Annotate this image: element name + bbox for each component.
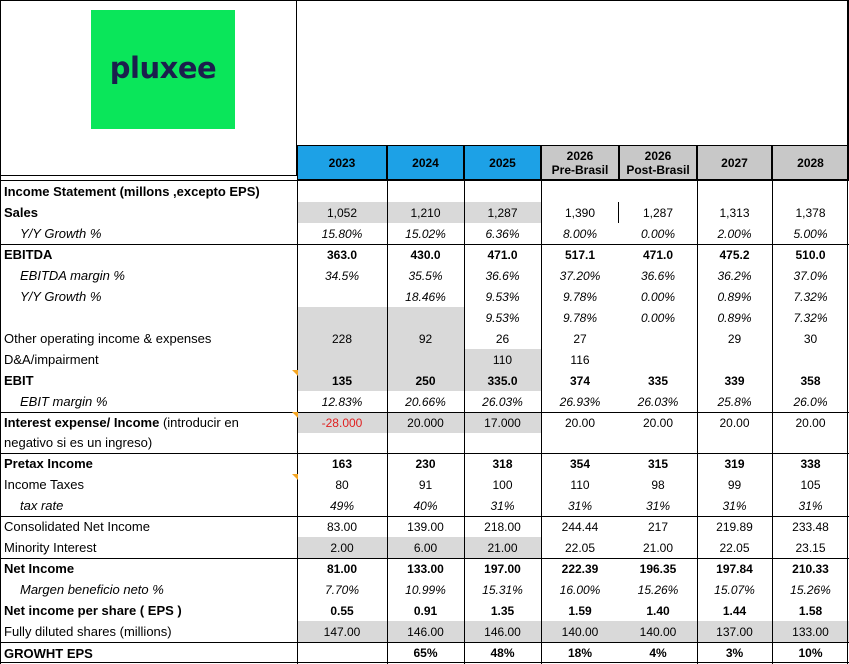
table-row <box>0 265 849 286</box>
table-cell[interactable]: 40% <box>413 498 438 513</box>
table-cell[interactable]: 338 <box>800 456 821 471</box>
row-label[interactable] <box>4 412 239 453</box>
table-cell[interactable]: 100 <box>492 477 513 492</box>
table-cell[interactable]: 218.00 <box>484 519 521 534</box>
table-cell[interactable]: 20.66% <box>405 394 446 409</box>
grid-line <box>0 244 849 245</box>
table-cell[interactable]: 140.00 <box>619 621 697 642</box>
table-cell[interactable]: 233.48 <box>792 519 829 534</box>
table-cell[interactable]: 5.00% <box>793 226 828 241</box>
table-cell[interactable]: 228 <box>297 328 387 349</box>
table-cell[interactable]: 116 <box>570 352 590 367</box>
table-cell[interactable]: 31% <box>567 498 593 513</box>
row-label[interactable]: Minority Interest <box>4 540 97 555</box>
grid-line <box>697 176 698 664</box>
table-cell[interactable]: 1,378 <box>795 205 826 220</box>
table-cell[interactable]: 163 <box>331 456 353 471</box>
table-cell[interactable]: 146.00 <box>387 621 464 642</box>
table-cell[interactable]: 2.00 <box>297 537 387 558</box>
table-cell[interactable]: 0.55 <box>330 603 354 618</box>
table-cell[interactable]: 335.0 <box>464 370 541 391</box>
table-cell[interactable]: 37.20% <box>559 268 601 283</box>
table-cell[interactable]: 20.00 <box>564 415 596 430</box>
table-cell[interactable]: 0.00% <box>640 226 676 241</box>
table-cell[interactable] <box>387 349 464 370</box>
table-cell[interactable]: 1.59 <box>568 603 592 618</box>
table-cell[interactable]: 31% <box>645 498 671 513</box>
table-cell[interactable]: 31% <box>490 498 515 513</box>
table-row <box>0 349 849 370</box>
table-row <box>0 180 849 202</box>
table-cell[interactable]: 15.07% <box>714 582 755 597</box>
column-header-2026-pre-brasil[interactable] <box>541 145 619 180</box>
grid-line <box>464 176 465 664</box>
empty-header-cell[interactable] <box>297 0 849 145</box>
grid-line <box>541 176 542 664</box>
row-label[interactable]: Other operating income & expenses <box>4 331 212 346</box>
table-row <box>0 223 849 244</box>
table-cell[interactable]: 318 <box>492 456 513 471</box>
grid-line <box>0 453 849 454</box>
table-cell[interactable]: 9.53% <box>485 310 520 325</box>
table-cell[interactable]: 133.00 <box>772 621 849 642</box>
table-cell[interactable]: 339 <box>724 373 745 388</box>
grid-line <box>0 180 849 181</box>
row-label[interactable]: Fully diluted shares (millions) <box>4 624 172 639</box>
table-cell[interactable]: 217 <box>647 519 669 534</box>
table-cell[interactable]: 81.00 <box>326 561 358 576</box>
table-row <box>0 202 849 223</box>
table-cell[interactable]: 10.99% <box>405 582 446 597</box>
table-cell[interactable]: 26.03% <box>482 394 523 409</box>
column-header-2027[interactable] <box>697 145 772 180</box>
table-cell[interactable]: 36.6% <box>485 268 520 283</box>
table-cell[interactable] <box>297 307 387 328</box>
table-cell[interactable]: 49% <box>329 498 355 513</box>
table-cell[interactable]: 91 <box>418 477 433 492</box>
table-cell[interactable]: 137.00 <box>697 621 772 642</box>
table-cell[interactable]: 26.0% <box>793 394 828 409</box>
header-year: 2026 <box>644 148 672 163</box>
table-cell[interactable]: 475.2 <box>719 247 750 262</box>
table-cell[interactable]: 363.0 <box>326 247 358 262</box>
column-header-2023[interactable] <box>297 145 387 180</box>
comment-indicator-icon[interactable] <box>292 412 298 418</box>
table-row <box>0 516 849 537</box>
header-subtitle: Post-Brasil <box>626 162 690 177</box>
table-cell[interactable]: 133.00 <box>407 561 444 576</box>
logo-text: pluxee <box>109 51 217 85</box>
column-header-2028[interactable] <box>772 145 849 180</box>
table-row <box>0 600 849 621</box>
table-cell[interactable]: 20.000 <box>387 412 464 433</box>
table-cell[interactable]: 1,313 <box>719 205 750 220</box>
table-cell[interactable]: 0.89% <box>717 310 752 325</box>
table-cell[interactable]: 9.53% <box>485 289 520 304</box>
table-cell[interactable]: 8.00% <box>562 226 598 241</box>
table-cell[interactable]: 9.78% <box>562 289 598 304</box>
table-cell[interactable]: 471.0 <box>487 247 518 262</box>
table-cell[interactable]: 20.00 <box>795 415 826 430</box>
table-cell[interactable]: 36.6% <box>640 268 676 283</box>
table-row <box>0 244 849 265</box>
table-cell[interactable]: 65% <box>413 646 438 660</box>
row-label[interactable]: Sales <box>4 205 38 220</box>
table-cell[interactable] <box>697 180 772 202</box>
row-label[interactable]: D&A/impairment <box>4 352 99 367</box>
table-cell[interactable]: 110 <box>570 477 590 492</box>
table-cell[interactable]: 1.40 <box>646 603 670 618</box>
table-row <box>0 412 849 453</box>
table-cell[interactable]: 374 <box>569 373 591 388</box>
table-cell[interactable]: 26.93% <box>559 394 601 409</box>
header-year: 2025 <box>489 155 516 170</box>
table-cell[interactable] <box>464 180 541 202</box>
table-cell[interactable]: 34.5% <box>324 268 360 283</box>
table-row <box>0 453 849 474</box>
table-cell[interactable]: 250 <box>387 370 464 391</box>
row-label[interactable]: tax rate <box>20 498 64 513</box>
table-cell[interactable] <box>387 307 464 328</box>
header-subtitle: Pre-Brasil <box>551 162 609 177</box>
table-cell[interactable]: 210.33 <box>792 561 829 576</box>
header-year: 2028 <box>797 155 824 170</box>
table-cell[interactable]: 29 <box>727 331 742 346</box>
table-cell[interactable]: 20.00 <box>719 415 750 430</box>
row-label[interactable]: EBITDA <box>4 247 53 262</box>
grid-line <box>0 558 849 559</box>
table-cell[interactable]: 517.1 <box>564 247 596 262</box>
table-cell[interactable]: 471.0 <box>642 247 674 262</box>
table-cell[interactable]: 335 <box>647 373 669 388</box>
header-year: 2026 <box>566 148 594 163</box>
grid-line <box>847 0 848 664</box>
table-row <box>0 495 849 516</box>
table-cell[interactable]: 37.0% <box>793 268 828 283</box>
table-row <box>0 391 849 412</box>
table-row <box>0 579 849 600</box>
table-cell[interactable]: 23.15 <box>795 540 826 555</box>
table-cell[interactable]: 18% <box>567 646 593 660</box>
table-cell[interactable]: 15.02% <box>405 226 446 241</box>
table-cell[interactable]: 31% <box>798 498 823 513</box>
comment-indicator-icon[interactable] <box>292 474 298 480</box>
table-cell[interactable]: 358 <box>800 373 821 388</box>
table-cell[interactable] <box>297 180 387 202</box>
column-header-2025[interactable] <box>464 145 541 180</box>
row-label-note-line2: negativo si es un ingreso) <box>4 434 153 450</box>
table-cell[interactable]: 6.36% <box>485 226 520 241</box>
table-cell[interactable]: 1.58 <box>798 603 823 618</box>
row-label[interactable]: Income Taxes <box>4 477 84 492</box>
table-cell[interactable] <box>297 349 387 370</box>
table-cell[interactable]: 7.32% <box>793 289 828 304</box>
table-cell[interactable]: 80 <box>335 477 349 492</box>
table-cell[interactable]: 98 <box>651 477 665 492</box>
row-label[interactable]: EBITDA margin % <box>20 268 125 283</box>
table-cell[interactable] <box>297 286 387 307</box>
table-cell[interactable]: 22.05 <box>564 540 596 555</box>
grid-line <box>0 642 849 643</box>
row-label[interactable]: Y/Y Growth % <box>20 226 102 241</box>
table-cell[interactable]: 6.00 <box>387 537 464 558</box>
table-cell[interactable]: 30 <box>803 331 818 346</box>
grid-line <box>0 662 849 663</box>
grid-line <box>618 202 619 223</box>
table-row <box>0 558 849 579</box>
row-label[interactable]: Consolidated Net Income <box>4 519 150 534</box>
table-cell[interactable]: 3% <box>725 646 744 660</box>
header-year: 2027 <box>721 155 748 170</box>
row-label[interactable]: EBIT margin % <box>20 394 108 409</box>
table-cell[interactable]: 15.26% <box>637 582 679 597</box>
table-cell[interactable]: 135 <box>297 370 387 391</box>
table-cell[interactable]: 110 <box>464 349 541 370</box>
table-cell[interactable]: 9.78% <box>562 310 598 325</box>
table-cell[interactable]: 196.35 <box>639 561 677 576</box>
row-label[interactable]: Margen beneficio neto % <box>20 582 164 597</box>
grid-line <box>387 176 388 664</box>
table-cell[interactable]: 17.000 <box>464 412 541 433</box>
table-cell[interactable] <box>619 349 697 370</box>
table-cell[interactable]: 147.00 <box>297 621 387 642</box>
table-row <box>0 537 849 558</box>
table-cell[interactable] <box>697 349 772 370</box>
table-row <box>0 621 849 642</box>
table-cell[interactable]: 1,052 <box>297 202 387 223</box>
column-header-2024[interactable] <box>387 145 464 180</box>
table-cell[interactable] <box>387 180 464 202</box>
table-cell[interactable]: 35.5% <box>408 268 443 283</box>
grid-line <box>772 176 773 664</box>
table-cell[interactable]: 1,390 <box>564 205 596 220</box>
table-cell[interactable]: 244.44 <box>561 519 599 534</box>
row-label[interactable]: Income Statement (millons ,excepto EPS) <box>4 183 260 199</box>
table-cell[interactable]: 26.03% <box>637 394 679 409</box>
pluxee-logo <box>91 10 235 129</box>
table-cell[interactable]: 7.70% <box>324 582 360 597</box>
table-cell[interactable]: 197.00 <box>484 561 521 576</box>
table-cell[interactable]: 36.2% <box>717 268 752 283</box>
row-label-note: (introducir en <box>159 414 239 430</box>
table-cell[interactable]: 139.00 <box>407 519 444 534</box>
table-cell[interactable] <box>772 180 849 202</box>
table-cell[interactable]: 2.00% <box>717 226 752 241</box>
grid-line <box>297 176 298 664</box>
grid-line <box>0 412 849 413</box>
table-cell[interactable]: 319 <box>724 456 745 471</box>
table-cell[interactable]: 1,287 <box>464 202 541 223</box>
table-cell[interactable]: 1,210 <box>387 202 464 223</box>
table-cell[interactable]: 222.39 <box>561 561 599 576</box>
table-cell[interactable]: 20.00 <box>642 415 674 430</box>
row-label[interactable]: Pretax Income <box>4 456 93 471</box>
table-cell[interactable]: 22.05 <box>719 540 750 555</box>
table-cell[interactable] <box>297 642 387 664</box>
table-row <box>0 286 849 307</box>
logo-cell[interactable] <box>0 0 297 176</box>
table-cell[interactable]: 15.80% <box>321 226 363 241</box>
table-cell[interactable]: 99 <box>727 477 742 492</box>
table-cell[interactable]: 25.8% <box>717 394 752 409</box>
table-cell[interactable]: 16.00% <box>559 582 601 597</box>
table-cell[interactable]: 1.35 <box>490 603 515 618</box>
column-header-2026-post-brasil[interactable] <box>619 145 697 180</box>
row-label-main: Interest expense/ Income <box>4 414 160 430</box>
table-cell[interactable]: 510.0 <box>795 247 826 262</box>
table-row <box>0 642 849 664</box>
row-label[interactable]: Net income per share ( EPS ) <box>4 603 182 618</box>
table-cell[interactable]: 315 <box>647 456 669 471</box>
table-cell[interactable]: 219.89 <box>716 519 753 534</box>
table-cell[interactable] <box>541 180 619 202</box>
comment-indicator-icon[interactable] <box>292 370 298 376</box>
row-label[interactable]: GROWHT EPS <box>4 645 93 661</box>
row-label[interactable]: Y/Y Growth % <box>20 289 102 304</box>
table-cell[interactable]: 27 <box>573 331 587 346</box>
table-cell[interactable]: 354 <box>569 456 591 471</box>
table-cell[interactable]: 18.46% <box>405 289 446 304</box>
table-cell[interactable]: 0.91 <box>413 603 438 618</box>
table-cell[interactable]: 4% <box>649 646 667 660</box>
header-year: 2024 <box>412 155 439 170</box>
table-cell[interactable]: 230 <box>415 456 436 471</box>
table-cell[interactable]: 92 <box>387 328 464 349</box>
table-cell[interactable]: 15.31% <box>482 582 523 597</box>
header-year: 2023 <box>328 155 356 170</box>
table-cell[interactable]: 21.00 <box>464 537 541 558</box>
table-cell[interactable]: 48% <box>490 646 515 660</box>
table-cell[interactable]: 12.83% <box>321 394 363 409</box>
table-cell[interactable]: 21.00 <box>642 540 674 555</box>
table-cell[interactable]: 15.26% <box>790 582 831 597</box>
table-row <box>0 370 849 391</box>
table-cell[interactable]: 83.00 <box>326 519 358 534</box>
table-cell[interactable]: 0.00% <box>640 289 676 304</box>
table-cell[interactable]: 10% <box>798 646 823 660</box>
table-cell[interactable]: 430.0 <box>410 247 441 262</box>
grid-line <box>0 516 849 517</box>
table-cell[interactable]: 146.00 <box>464 621 541 642</box>
table-cell[interactable]: 0.00% <box>640 310 676 325</box>
table-cell[interactable] <box>772 349 849 370</box>
table-row <box>0 307 849 328</box>
table-cell[interactable] <box>619 180 697 202</box>
table-cell[interactable]: -28.000 <box>297 412 387 433</box>
table-cell[interactable]: 31% <box>722 498 747 513</box>
table-cell[interactable]: 140.00 <box>541 621 619 642</box>
table-cell[interactable]: 7.32% <box>793 310 828 325</box>
table-cell[interactable]: 105 <box>800 477 821 492</box>
row-label[interactable]: EBIT <box>4 373 34 388</box>
row-label[interactable]: Net Income <box>4 561 75 576</box>
table-cell[interactable]: 1.44 <box>722 603 747 618</box>
table-cell[interactable]: 197.84 <box>716 561 753 576</box>
table-row <box>0 328 849 349</box>
table-cell[interactable]: 26 <box>495 331 510 346</box>
table-cell[interactable]: 0.89% <box>717 289 752 304</box>
table-cell[interactable]: 1,287 <box>642 205 674 220</box>
table-cell[interactable] <box>619 328 697 349</box>
table-row <box>0 474 849 495</box>
